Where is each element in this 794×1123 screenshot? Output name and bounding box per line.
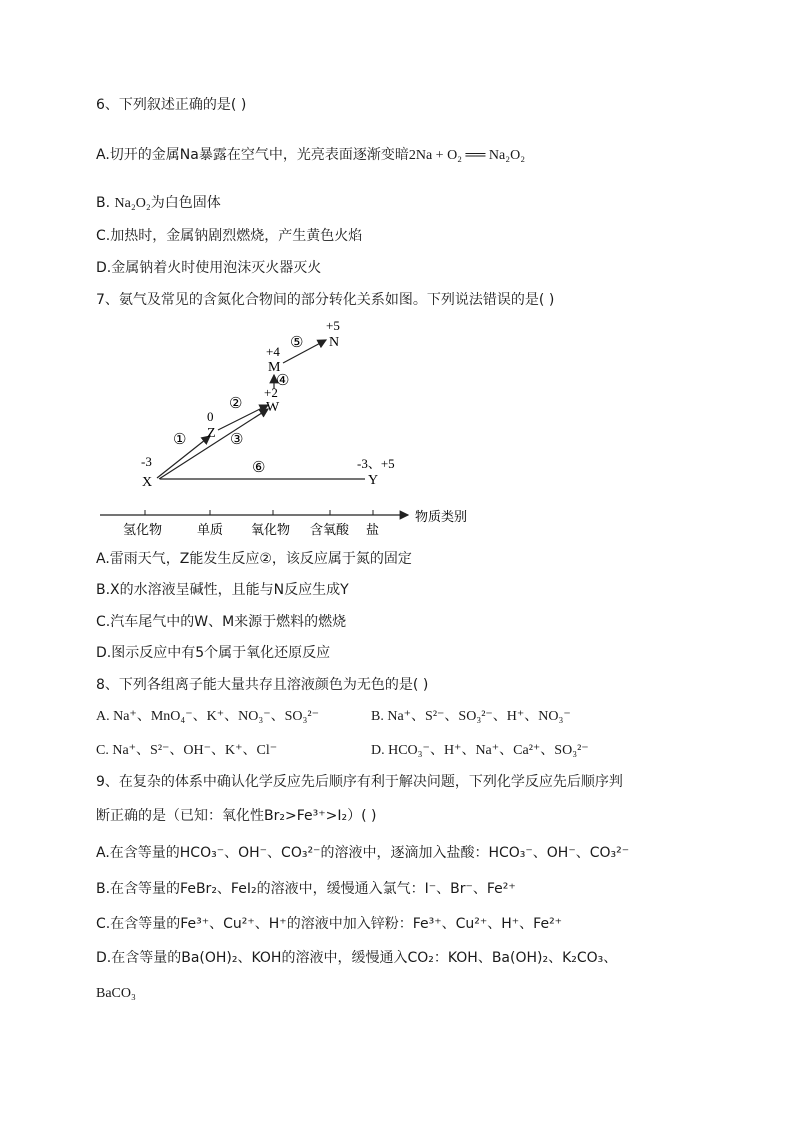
valence-label: -3、+5: [357, 456, 395, 471]
reaction-number: ⑤: [290, 335, 304, 351]
q7-stem: 7、氨气及常见的含氮化合物间的部分转化关系如图。下列说法错误的是( ): [96, 292, 555, 308]
node-w: W: [266, 400, 280, 415]
q6-option-b: [96, 193, 221, 214]
reaction-number: ③: [230, 432, 244, 448]
valence-label: +4: [266, 344, 280, 359]
q6-option-b-formula: Na₂O₂: [114, 196, 151, 211]
q7-option-b: B.X的水溶液呈碱性，且能与N反应生成Y: [96, 582, 349, 598]
node-y: Y: [368, 473, 379, 488]
q8-option-d: D. HCO₃⁻、H⁺、Na⁺、Ca²⁺、SO₃²⁻: [371, 743, 589, 758]
q8-option-b: B. Na⁺、S²⁻、SO₃²⁻、H⁺、NO₃⁻: [371, 709, 571, 724]
q8-option-c: C. Na⁺、S²⁻、OH⁻、K⁺、Cl⁻: [96, 743, 278, 758]
reaction-number: ④: [276, 373, 290, 389]
category-label: 氢化物: [123, 523, 163, 538]
valence-label: +5: [326, 318, 340, 333]
reaction-number: ②: [229, 396, 243, 412]
q6-option-d: D.金属钠着火时使用泡沫灭火器灭火: [96, 260, 322, 276]
q9-option-d-line1: D.在含等量的Ba(OH)₂、KOH的溶液中，缓慢通入CO₂：KOH、Ba(OH)₂、K₂CO₃、: [96, 950, 618, 966]
q6-option-a-text: A.切开的金属Na暴露在空气中，光亮表面逐渐变暗: [96, 147, 409, 163]
reaction-number: ⑥: [252, 460, 266, 476]
nitrogen-conversion-diagram: [90, 318, 490, 538]
valence-label: 0: [207, 409, 214, 424]
node-m: M: [268, 360, 281, 375]
category-label: 盐: [366, 523, 380, 538]
valence-label: +2: [264, 385, 278, 400]
q7-option-d: D.图示反应中有5个属于氧化还原反应: [96, 645, 331, 661]
reaction-number: ①: [173, 432, 187, 448]
q9-stem-line1: 9、在复杂的体系中确认化学反应先后顺序有利于解决问题，下列化学反应先后顺序判: [96, 774, 623, 790]
q6-option-b-label: B.: [96, 195, 111, 211]
q6-option-a-equation: 2Na + O₂ ══ Na₂O₂: [408, 148, 526, 163]
node-z: Z: [207, 426, 216, 441]
category-label: 氧化物: [251, 523, 291, 538]
q8-option-a: A. Na⁺、MnO₄⁻、K⁺、NO₃⁻、SO₃²⁻: [96, 709, 320, 724]
axis-label: 物质类别: [415, 510, 468, 525]
q6-stem: 6、下列叙述正确的是( ): [96, 97, 247, 113]
node-n: N: [329, 335, 340, 350]
node-x: X: [142, 475, 153, 490]
category-label: 单质: [197, 523, 224, 538]
category-label: 含氧酸: [310, 523, 350, 538]
q6-option-c: C.加热时，金属钠剧烈燃烧，产生黄色火焰: [96, 228, 363, 244]
q8-stem: 8、下列各组离子能大量共存且溶液颜色为无色的是( ): [96, 677, 429, 693]
q6-option-b-text: 为白色固体: [150, 195, 221, 211]
reaction-arrow-2: [218, 405, 268, 430]
q9-option-d-line2: BaCO₃: [96, 986, 136, 1001]
valence-label: -3: [141, 454, 152, 469]
q7-option-a: A.雷雨天气，Z能发生反应②，该反应属于氮的固定: [96, 551, 412, 567]
q9-option-c: C.在含等量的Fe³⁺、Cu²⁺、H⁺的溶液中加入锌粉：Fe³⁺、Cu²⁺、H⁺、Fe²⁺: [96, 916, 563, 932]
q9-stem-line2: 断正确的是（已知：氧化性Br₂>Fe³⁺>I₂）( ): [96, 808, 377, 824]
q7-option-c: C.汽车尾气中的W、M来源于燃料的燃烧: [96, 614, 347, 630]
q9-option-b: B.在含等量的FeBr₂、FeI₂的溶液中，缓慢通入氯气：I⁻、Br⁻、Fe²⁺: [96, 881, 516, 897]
q9-option-a: A.在含等量的HCO₃⁻、OH⁻、CO₃²⁻的溶液中，逐滴加入盐酸：HCO₃⁻、OH⁻、CO₃²⁻: [96, 845, 630, 861]
q6-option-a: [96, 145, 525, 166]
